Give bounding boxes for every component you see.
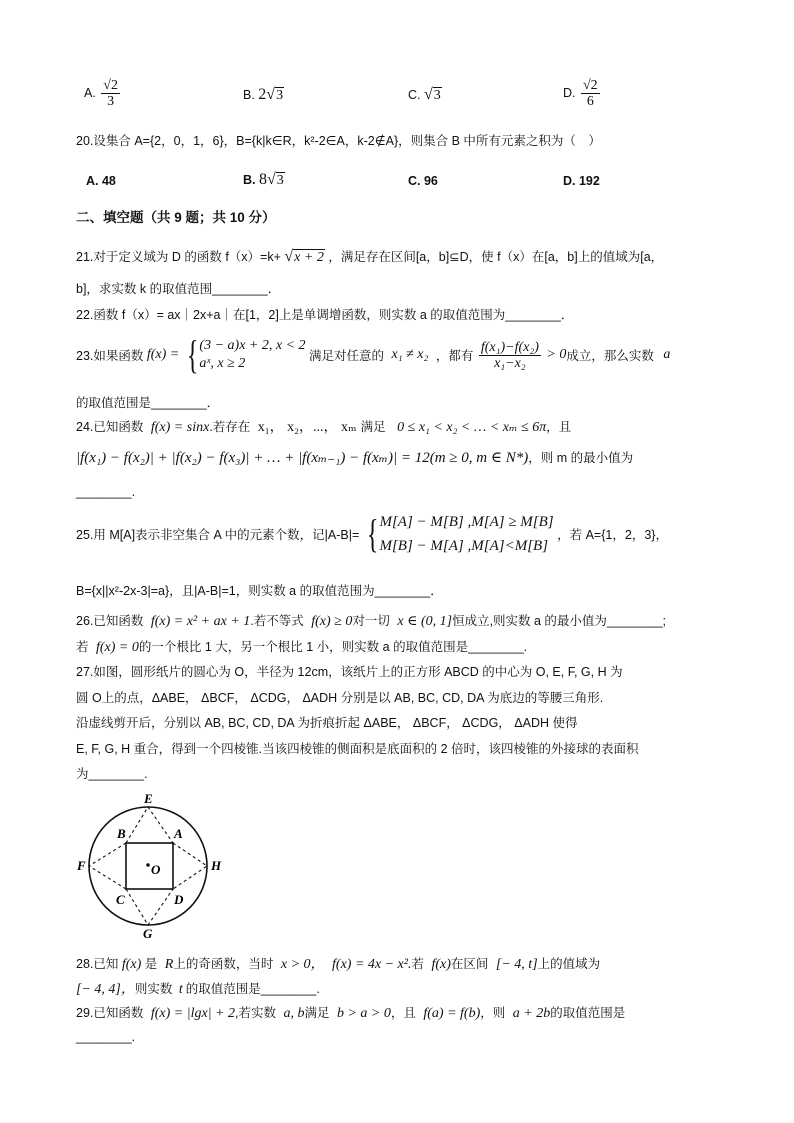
q24-line2: |f(x₁) − f(x₂)| + |f(x₂) − f(x₃)| + … + |f(xₘ₋₁) − f(xₘ)| = 12(m ≥ 0, m ∈ N*)，则 m 的最小值为 [76,450,634,466]
q29-line2: ________. [76,1030,136,1044]
q25-line1: 25.用 M[A]表示非空集合 A 中的元素个数，记|A-B|= { M[A] − M[B] ,M[A] ≥ M[B] M[B] − M[A] ,M[A]<M[B] ，若 A={1，2，3}， [76,511,668,556]
section-title: 二、填空题（共 9 题；共 10 分） [76,210,276,225]
label-f: F [77,858,86,873]
q23-line1: 23.如果函数 f(x) = { (3 − a)x + 2, x < 2 aˣ, x ≥ 2 满足对任意的 x₁ ≠ x₂ ，都有 $\frac{\text{f(x₁)−f(x₂)}}{\text{x₁−x₂}}$ > 0成立，那么实数 a [76,332,671,377]
q23-fraction: $\frac{\text{f(x₁)−f(x₂)}}{\text{x₁−x₂}}$ [480,339,539,371]
q19-option-d: D. $\frac{√2}{6}$ [563,78,598,109]
q25-line2: B={x||x²-2x-3|=a}，且|A-B|=1，则实数 a 的取值范围为________． [76,584,443,598]
q28-line2: [− 4, 4]，则实数 t 的取值范围是________. [76,982,320,997]
label-h: H [211,858,222,873]
label-e: E [144,791,153,806]
q21-line2: b]，求实数 k 的取值范围________． [76,282,281,296]
q20-option-b: B. 8√3 [243,171,284,188]
q19-option-a: A. $\frac{√2}{3}$ [84,78,118,109]
label-b: B [117,826,126,841]
label-d: D [174,892,184,907]
q19-option-b: B. 2√3 [243,86,284,103]
q29-line1: 29.已知函数 f(x) = |lgx| + 2,若实数 a, b满足 b > a > 0，且 f(a) = f(b)，则 a + 2b的取值范围是 [76,1006,626,1021]
q27-line2: 圆 O上的点，ΔABE， ΔBCF， ΔCDG， ΔADH 分别是以 AB, BC, CD, DA 为底边的等腰三角形. [76,691,604,705]
square-abcd [126,843,173,889]
q20-option-d: D. 192 [563,174,600,188]
q19-d-fraction: $\frac{√2}{6}$ [582,78,598,109]
q20-stem: 20.设集合 A={2，0，1，6}，B={k|k∈R，k²-2∈A，k-2∉A}，则集合 B 中所有元素之积为（ ） [76,134,601,148]
q25-piecewise: M[A] − M[B] ,M[A] ≥ M[B] M[B] − M[A] ,M[A]<M[B] [379,514,554,554]
circle-square-figure [73,791,223,941]
q27-line5: 为________. [76,767,148,781]
q22-text: 22.函数 f（x）= ax｜2x+a｜在[1，2]上是单调增函数，则实数 a 的取值范围为________． [76,308,574,322]
q27-line4: E, F, G, H 重合，得到一个四棱锥.当该四棱锥的侧面积是底面积的 2 倍时，该四棱锥的外接球的表面积 [76,742,639,756]
label-a: A [174,826,183,841]
q21-line1: 21.对于定义域为 D 的函数 f（x）=k+ √x + 2 ，满足存在区间[a，b]⊆D，使 f（x）在[a，b]上的值域为[a， [76,248,664,265]
q27-line1: 27.如图，圆形纸片的圆心为 O，半径为 12cm，该纸片上的正方形 ABCD 的中心为 O, E, F, G, H 为 [76,665,623,679]
q26-line2: 若 f(x) = 0的一个根比 1 大，另一个根比 1 小，则实数 a 的取值范围是________. [76,640,528,655]
q20-option-a: A. 48 [86,174,116,188]
q24-line3: ________. [76,485,136,499]
q20-option-c: C. 96 [408,174,438,188]
q19-option-c: C. √3 [408,86,441,103]
label-g: G [143,926,153,941]
q23-piecewise: (3 − a)x + 2, x < 2 aˣ, x ≥ 2 [199,338,306,371]
q19-a-fraction: $\frac{√2}{3}$ [103,78,118,109]
q23-line2: 的取值范围是________． [76,396,220,410]
q26-line1: 26.已知函数 f(x) = x² + ax + 1.若不等式 f(x) ≥ 0对一切 x ∈ (0, 1]恒成立,则实数 a 的最小值为________; [76,614,667,629]
q28-line1: 28.已知 f(x) 是 R上的奇函数，当时 x > 0， f(x) = 4x − x².若 f(x)在区间 [− 4, t]上的值域为 [76,957,601,972]
label-c: C [116,892,125,907]
center-point [146,863,150,867]
q27-line3: 沿虚线剪开后，分别以 AB, BC, CD, DA 为折痕折起 ΔABE， ΔBCF， ΔCDG， ΔADH 使得 [76,716,578,730]
q24-line1: 24.已知函数 f(x) = sinx.若存在 x₁， x₂，...， xₘ 满足 0 ≤ x₁ < x₂ < … < xₘ ≤ 6π，且 [76,420,572,435]
label-o: O [151,862,161,877]
